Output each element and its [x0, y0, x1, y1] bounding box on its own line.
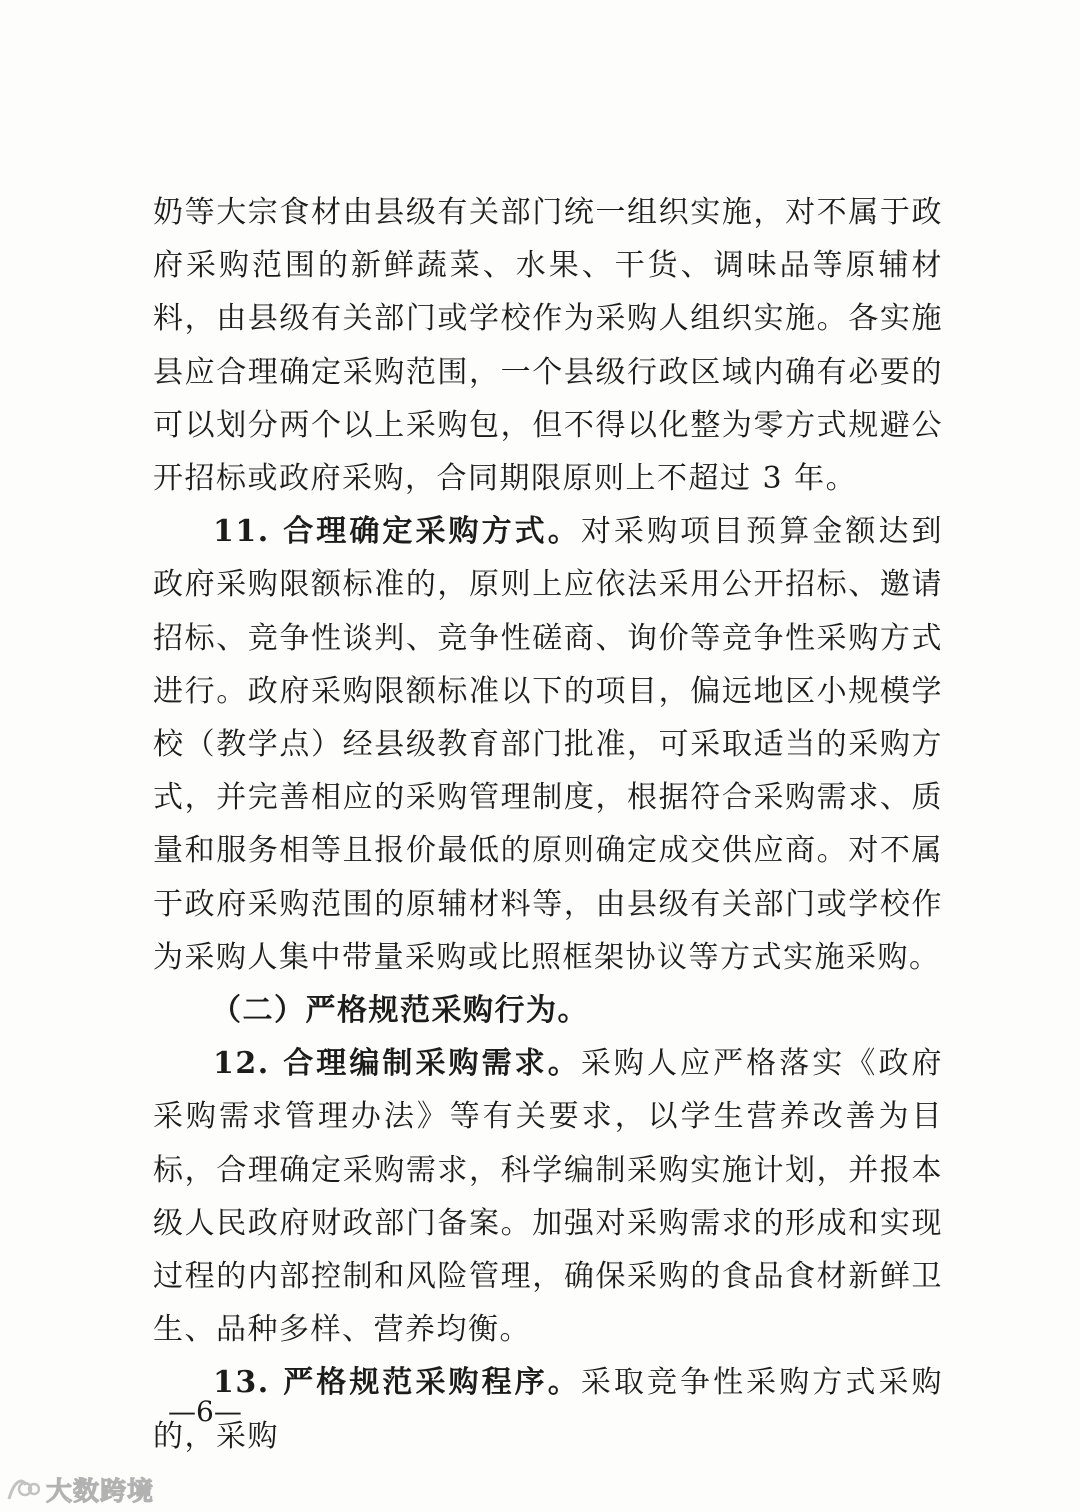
section-heading-2: （二）严格规范采购行为。 [211, 993, 589, 1029]
watermark [6, 1472, 154, 1506]
paragraph-item-11 [153, 505, 943, 984]
paragraph-item-13 [153, 1356, 943, 1462]
paragraph-item-12 [153, 1037, 943, 1356]
item-11-text: 对采购项目预算金额达到政府采购限额标准的，原则上应依法采用公开招标、邀请招标、竞争性谈判、竞争性磋商、询价等竞争性采购方式进行。政府采购限额标准以下的项目，偏远地区小规模学校（教学点）经县级教育部门批准，可采取适当的采购方式，并完善相应的采购管理制度，根据符合采购需求、质量和服务相等且报价最低的原则确定成交供应商。对不属于政府采购范围的原辅材料等，由县级有关部门或学校作为采购人集中带量采购或比照框架协议等方式实施采购。 [153, 514, 944, 975]
watermark-logo-icon [6, 1475, 40, 1503]
page-number: —6— [168, 1395, 242, 1428]
item-13-heading: 13. 严格规范采购程序。 [213, 1365, 581, 1401]
paragraph-continuation [153, 186, 943, 505]
item-11-heading: 11. 合理确定采购方式。 [213, 514, 581, 550]
item-12-text: 采购人应严格落实《政府采购需求管理办法》等有关要求，以学生营养改善为目标，合理确定采购需求，科学编制采购实施计划，并报本级人民政府财政部门备案。加强对采购需求的形成和实现过程的内部控制和风险管理，确保采购的食品食材新鲜卫生、品种多样、营养均衡。 [153, 1046, 944, 1348]
paragraph-text: 奶等大宗食材由县级有关部门统一组织实施，对不属于政府采购范围的新鲜蔬菜、水果、干货、调味品等原辅材料，由县级有关部门或学校作为采购人组织实施。各实施县应合理确定采购范围，一个县级行政区域内确有必要的可以划分两个以上采购包，但不得以化整为零方式规避公开招标或政府采购，合同期限原则上不超过 3 年。 [153, 195, 943, 497]
document-body [153, 186, 943, 1463]
item-12-heading: 12. 合理编制采购需求。 [213, 1046, 581, 1082]
watermark-text: 大数跨境 [46, 1476, 155, 1507]
item-13-text: 采取竞争性采购方式采购的，采购 [153, 1365, 944, 1454]
